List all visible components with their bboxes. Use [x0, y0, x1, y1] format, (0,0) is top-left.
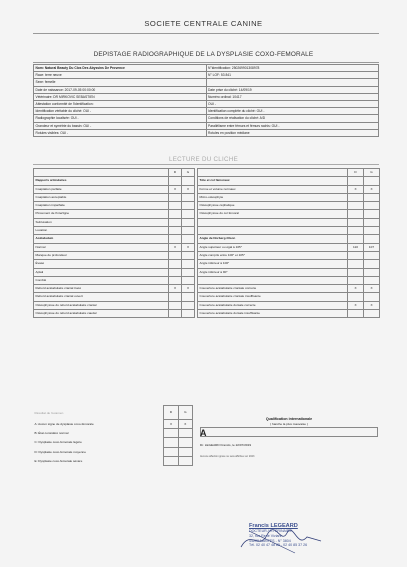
veterinarian-stamp	[249, 523, 335, 557]
info-left-cell: Nom: Natural Beauty Du Clos Des Abyssins De Provence	[34, 65, 207, 72]
lecture-left-d	[169, 310, 182, 318]
lecture-left-d	[169, 218, 182, 226]
lecture-right-d	[348, 276, 364, 284]
result-d	[164, 438, 178, 447]
qualification-block	[200, 405, 378, 458]
lecture-left-g: X	[182, 285, 195, 293]
lecture-left-label: Rebord acétabulaire cranial ouvert	[34, 293, 169, 301]
lecture-left-d	[169, 293, 182, 301]
lecture-right-d	[348, 227, 364, 235]
lecture-row	[34, 260, 380, 268]
stamp-address-1: 32, rue René Viviani	[249, 533, 282, 538]
lecture-left-label: Rapports articulaires	[34, 177, 169, 185]
lecture-left-label: Comblé	[34, 276, 169, 284]
info-left-cell: Sexe: femelle	[34, 79, 207, 86]
lecture-left-g	[182, 218, 195, 226]
lecture-right-label: Angle supérieur ou égal à 105°	[198, 243, 348, 251]
lecture-row	[34, 310, 380, 318]
info-right-cell: Conditions de réalisation du cliché: A/D	[206, 115, 379, 122]
lecture-left-d	[169, 193, 182, 201]
lecture-right-g	[364, 177, 380, 185]
lecture-right-d	[348, 193, 364, 201]
info-left-cell: Vétérinaire: DR MIRKOVIC SEBASTIEN	[34, 93, 207, 100]
lecture-left-label: Coaptation acceptable	[34, 193, 169, 201]
lecture-right-d	[348, 210, 364, 218]
lecture-row	[34, 251, 380, 259]
info-right-cell: N°identification: 250269901308978	[206, 65, 379, 72]
info-right-cell: Parallélisme entre fémurs et fémurs rachis: OUI -	[206, 122, 379, 129]
lecture-right-d	[348, 202, 364, 210]
info-row	[34, 93, 379, 100]
lecture-right-label: Forme et volume normaux	[198, 185, 348, 193]
info-row	[34, 115, 379, 122]
result-g: X	[178, 420, 192, 429]
lecture-col-d-right: D	[348, 169, 364, 177]
lecture-left-label: Ostéophytose du rebord acétabulaire caudal	[34, 310, 169, 318]
lecture-left-d	[169, 235, 182, 243]
result-label: E: Dysplasie coxo-fémorale sévère	[34, 458, 83, 463]
result-title: Résultat de l'examen	[34, 410, 64, 415]
result-row	[33, 420, 193, 429]
lecture-row	[34, 185, 380, 193]
lecture-left-g	[182, 268, 195, 276]
lecture-right-d	[348, 293, 364, 301]
lecture-header-left	[34, 169, 169, 177]
info-right-cell: Numéro ordinal: 10417	[206, 93, 379, 100]
lecture-left-label: Rebord acétabulaire cranial tracé	[34, 285, 169, 293]
lecture-right-g	[364, 227, 380, 235]
lecture-right-g	[364, 202, 380, 210]
lecture-right-g: X	[364, 285, 380, 293]
lecture-row	[34, 301, 380, 309]
lecture-left-d	[169, 260, 182, 268]
info-row	[34, 79, 379, 86]
info-left-cell: Date de naissance: 2017-09-05 00:00:00	[34, 86, 207, 93]
lecture-header-row	[34, 169, 380, 177]
lecture-right-d	[348, 251, 364, 259]
lecture-left-g	[182, 227, 195, 235]
lecture-right-label: Couverture acétabulaire craniale insuffisante	[198, 293, 348, 301]
result-label: B: État considéré normal	[34, 431, 69, 436]
lecture-right-label: Couverture acétabulaire dorsale insuffisante	[198, 310, 348, 318]
result-label: D: Dysplasie coxo-fémorale moyenne	[34, 449, 86, 454]
lecture-right-label: Ostéophytose céphalique	[198, 202, 348, 210]
lecture-table	[33, 168, 380, 318]
result-g	[178, 438, 192, 447]
lecture-right-g: X	[364, 301, 380, 309]
lecture-right-d: X	[348, 185, 364, 193]
result-col-g: G	[178, 406, 192, 420]
lecture-left-label: Aplati	[34, 268, 169, 276]
lecture-left-d	[169, 251, 182, 259]
lecture-right-g	[364, 251, 380, 259]
qualification-grade-box	[200, 427, 378, 437]
lecture-left-g	[182, 301, 195, 309]
lecture-row	[34, 202, 380, 210]
info-row	[34, 129, 379, 136]
lecture-left-d	[169, 276, 182, 284]
lecture-right-label: Angle inférieur à 90°	[198, 268, 348, 276]
result-d	[164, 456, 178, 465]
lecture-row	[34, 268, 380, 276]
result-g	[178, 447, 192, 456]
lecture-left-label: Coaptation imparfaite	[34, 202, 169, 210]
result-d	[164, 447, 178, 456]
info-left-cell: Rotules visibles: OUI -	[34, 129, 207, 136]
org-name: SOCIETE CENTRALE CANINE	[144, 19, 263, 28]
info-row	[34, 72, 379, 79]
lecture-right-label	[198, 218, 348, 226]
lecture-right-g	[364, 293, 380, 301]
lecture-right-d	[348, 310, 364, 318]
lecture-left-label: Normal	[34, 243, 169, 251]
lecture-col-d: D	[169, 169, 182, 177]
qualification-note: Aucune affection grave ne sera affichée sur 2023	[200, 455, 255, 458]
lecture-left-d	[169, 227, 182, 235]
lecture-left-g: X	[182, 243, 195, 251]
lecture-row	[34, 193, 380, 201]
lecture-title: LECTURE DU CLICHE	[168, 156, 239, 163]
lecture-right-d: 110	[348, 243, 364, 251]
lecture-left-g	[182, 210, 195, 218]
lecture-row	[34, 276, 380, 284]
lecture-right-g	[364, 218, 380, 226]
info-row	[34, 101, 379, 108]
identification-table	[33, 64, 379, 137]
lecture-left-label: Pincement de l'interligne	[34, 210, 169, 218]
result-table	[33, 405, 193, 466]
info-right-cell: OUI -	[206, 101, 379, 108]
lecture-right-d	[348, 235, 364, 243]
info-right-cell	[206, 79, 379, 86]
result-label: C: Dysplasie coxo-fémorale légère	[34, 440, 82, 445]
lecture-divider	[33, 164, 379, 165]
qualification-grade: A	[200, 428, 207, 438]
stamp-address-2: 44200 NANTES - N° 3804	[249, 538, 291, 543]
lecture-right-d: X	[348, 301, 364, 309]
lecture-left-g	[182, 202, 195, 210]
result-row	[33, 429, 193, 438]
stamp-title: DOCTEUR-VÉTÉRINAIRE	[249, 529, 292, 533]
lecture-right-label: Couverture acétabulaire dorsale correcte	[198, 301, 348, 309]
lecture-header-right	[198, 169, 348, 177]
lecture-left-g	[182, 276, 195, 284]
result-g	[178, 456, 192, 465]
lecture-left-g	[182, 293, 195, 301]
lecture-right-d	[348, 268, 364, 276]
lecture-left-d	[169, 301, 182, 309]
lecture-right-d	[348, 260, 364, 268]
lecture-right-g	[364, 193, 380, 201]
info-right-cell: N° LOF: 53 841	[206, 72, 379, 79]
lecture-right-label: Angle inférieur à 100°	[198, 260, 348, 268]
header-divider	[33, 33, 379, 34]
info-left-cell: Radiographie localisée: OUI -	[34, 115, 207, 122]
result-d: X	[164, 420, 178, 429]
lecture-right-d	[348, 177, 364, 185]
info-left-cell: Race: terre neuve	[34, 72, 207, 79]
lecture-left-label: Ostéophytose du rebord acétabulaire cranial	[34, 301, 169, 309]
lecture-left-d: X	[169, 243, 182, 251]
lecture-right-label: Angle compris entre 100° et 105°	[198, 251, 348, 259]
qualification-heading: Qualification internationale	[265, 417, 313, 421]
lecture-row	[34, 243, 380, 251]
info-row	[34, 108, 379, 115]
lecture-right-d	[348, 218, 364, 226]
lecture-left-label: Coaptation parfaite	[34, 185, 169, 193]
lecture-left-label: Subluxation	[34, 218, 169, 226]
lecture-row	[34, 210, 380, 218]
lecture-right-label: Tête et col fémoraux	[198, 177, 348, 185]
stamp-phone: Tél. 02 40 47 48 85 - 02 40 85 37 26	[249, 543, 308, 548]
info-row	[34, 65, 379, 72]
lecture-left-d: X	[169, 285, 182, 293]
lecture-right-g: X	[364, 185, 380, 193]
lecture-right-label	[198, 276, 348, 284]
result-row	[33, 456, 193, 465]
info-right-cell: Identification complète du cliché: OUI -	[206, 108, 379, 115]
lecture-left-d	[169, 268, 182, 276]
lecture-right-g	[364, 268, 380, 276]
info-right-cell: Rotules en position médiane	[206, 129, 379, 136]
lecture-row	[34, 293, 380, 301]
result-col-d: D	[164, 406, 178, 420]
result-d	[164, 429, 178, 438]
lecture-left-g	[182, 177, 195, 185]
info-left-cell: Grandeur et symétrie du bassin: OUI -	[34, 122, 207, 129]
lecture-col-g-right: G	[364, 169, 380, 177]
lecture-row	[34, 235, 380, 243]
lecture-right-label: Angle de Norberg-Olson	[198, 235, 348, 243]
lecture-left-d	[169, 202, 182, 210]
lecture-left-d	[169, 210, 182, 218]
title-divider	[33, 62, 379, 63]
lecture-left-label: Évasé	[34, 260, 169, 268]
result-label: A: Aucun signe de dysplasie coxo-fémorale	[34, 422, 94, 426]
result-row	[33, 447, 193, 456]
lecture-right-g	[364, 276, 380, 284]
lecture-right-label: Couverture acétabulaire craniale correcte	[198, 285, 348, 293]
qualification-signed-by: Dr. LEGEARD Francis, le 22/07/2019	[200, 443, 252, 447]
lecture-left-label: Luxation	[34, 227, 169, 235]
info-row	[34, 122, 379, 129]
lecture-left-d: X	[169, 185, 182, 193]
result-g	[178, 429, 192, 438]
lecture-row	[34, 285, 380, 293]
lecture-right-g	[364, 260, 380, 268]
lecture-right-g	[364, 310, 380, 318]
lecture-right-label: Micro-ostéophyte	[198, 193, 348, 201]
lecture-row	[34, 227, 380, 235]
lecture-right-d: X	[348, 285, 364, 293]
result-row	[33, 438, 193, 447]
lecture-left-g	[182, 310, 195, 318]
lecture-col-g: G	[182, 169, 195, 177]
lecture-row	[34, 218, 380, 226]
lecture-right-g	[364, 210, 380, 218]
lecture-right-g	[364, 235, 380, 243]
lecture-right-label	[198, 227, 348, 235]
info-left-cell: Identification véritable du cliché: OUI -	[34, 108, 207, 115]
lecture-left-label: Acétabulum	[34, 235, 169, 243]
lecture-left-d	[169, 177, 182, 185]
info-row	[34, 86, 379, 93]
lecture-left-g: X	[182, 185, 195, 193]
lecture-left-g	[182, 193, 195, 201]
lecture-left-g	[182, 251, 195, 259]
lecture-right-label: Ostéophytose du col fémoral	[198, 210, 348, 218]
result-section	[33, 405, 379, 513]
document-title: DEPISTAGE RADIOGRAPHIQUE DE LA DYSPLASIE COXO-FEMORALE	[93, 51, 314, 58]
lecture-left-g	[182, 260, 195, 268]
info-left-cell: Attestation conformité de l'identification:	[34, 101, 207, 108]
lecture-right-g: 107	[364, 243, 380, 251]
lecture-row	[34, 177, 380, 185]
qualification-subheading: ( hanche la plus mauvaise )	[270, 421, 308, 426]
info-right-cell: Date prise du cliché: 14/09/19	[206, 86, 379, 93]
stamp-name: Francis LEGEARD	[249, 523, 298, 529]
lecture-left-g	[182, 235, 195, 243]
lecture-left-label: Manque de profondeur	[34, 251, 169, 259]
